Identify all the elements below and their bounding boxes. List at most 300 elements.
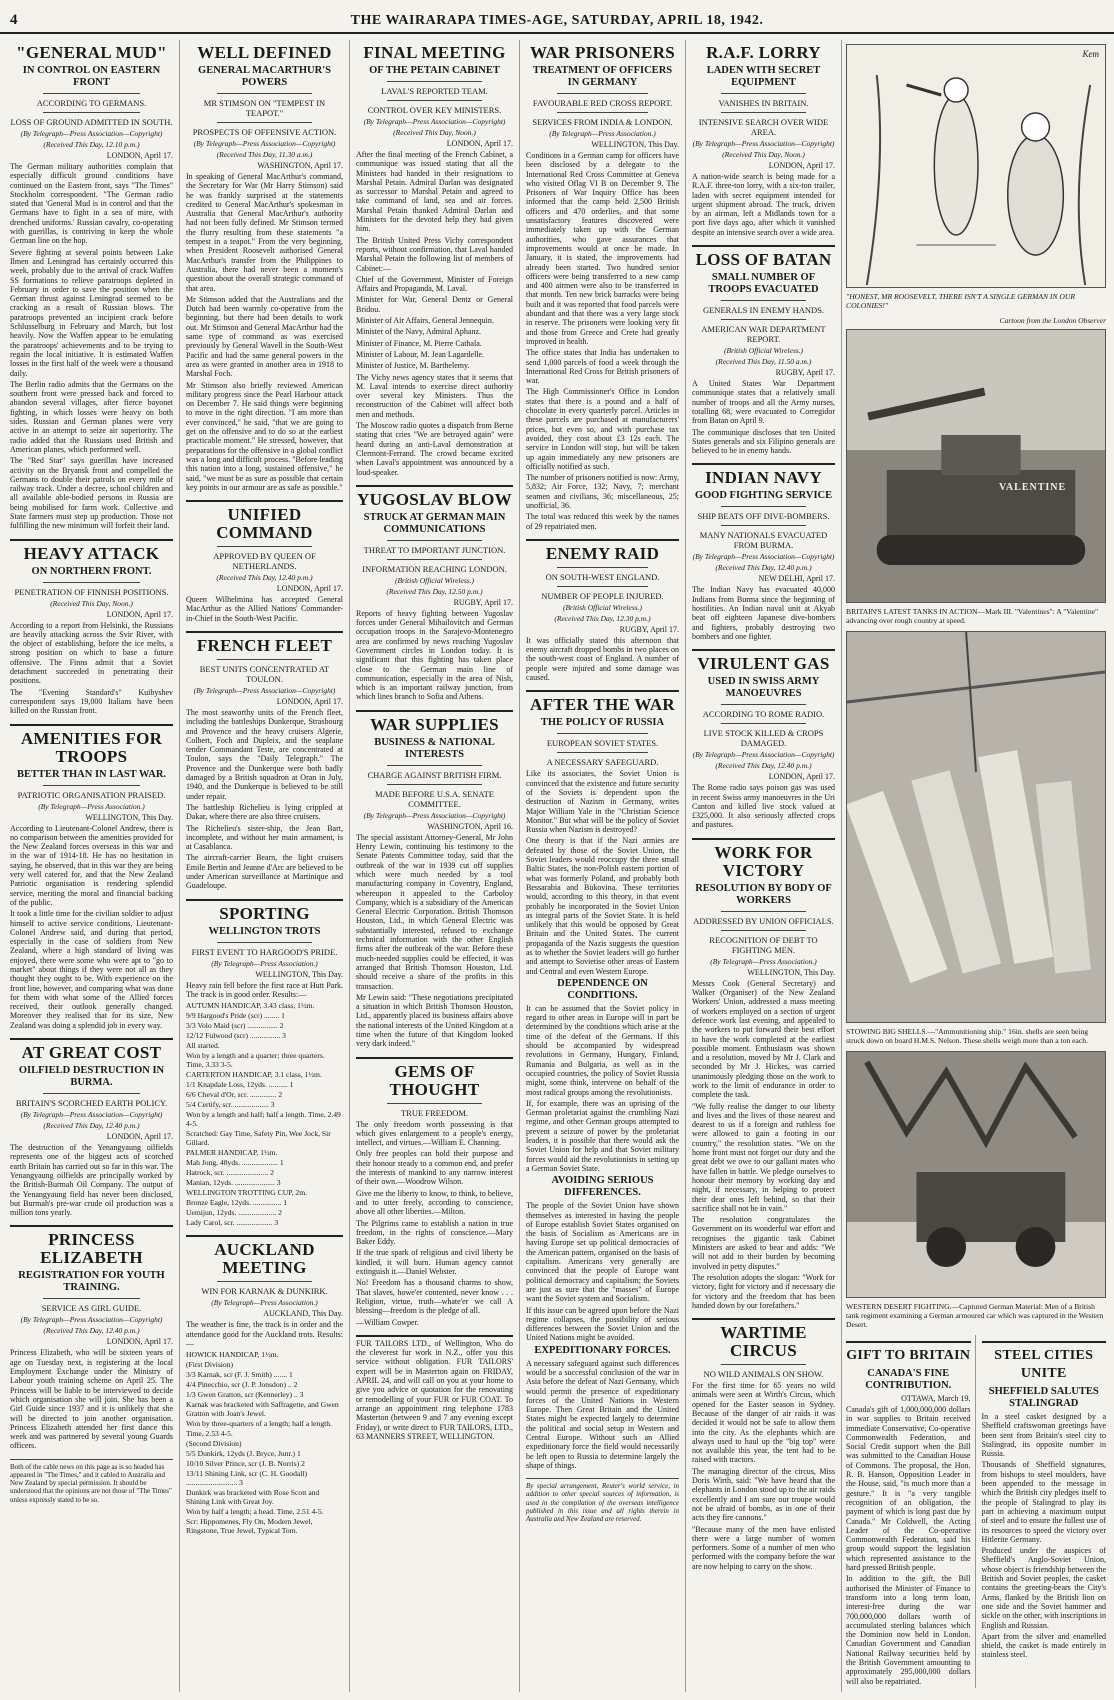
dateline: WASHINGTON, April 17. [257, 161, 343, 170]
dateline: LONDON, April 17. [106, 1337, 173, 1347]
article-gift-to-britain [846, 1335, 976, 1688]
article [692, 44, 835, 237]
cartoon-image [846, 44, 1106, 288]
divider [217, 1281, 311, 1282]
paragraph: The German military authorities complain that especially difficult ground conditions have continued on the Eastern front, says "The Times" Stockholm correspondent. "The German radio stated that 'General Mud is in control and that the Germans have to fight in a sea of mire, with drenched uniforms.' Russian cavalry, co-operating with guerillas, is contriving to keep the whole German line on the hop. [10, 162, 173, 246]
credit-line: (By Telegraph—Press Association.) [211, 1298, 318, 1308]
paragraph: "Because many of the men have enlisted there were a large number of women performers. Some of a number of men who performed with the company before the war are now helping to carry on the show. [692, 1524, 835, 1571]
credit-line: (By Telegraph—Press Association—Copyright) [20, 1315, 163, 1325]
deck: VANISHES IN BRITAIN. [718, 98, 809, 108]
headline: GEMS OF THOUGHT [389, 1061, 480, 1099]
paragraph: The resolution congratulates the Government on its wonderful war effort and recognises the gigantic task Cabinet Ministers are asked to bear and adds: "We will not add to their burden by becoming involved in petty disputes." [692, 1215, 835, 1271]
subheadline: CANADA'S FINE CONTRIBUTION. [865, 1368, 952, 1391]
dateline: LONDON, April 17. [276, 584, 343, 594]
deck: EUROPEAN SOVIET STATES. [546, 738, 659, 749]
received-line: (Received This Day, Noon.) [50, 598, 133, 608]
subheadline: LADEN WITH SECRET EQUIPMENT [706, 65, 821, 88]
cartoon-caption: "HONEST, MR ROOSEVELT, THERE ISN'T A SINGLE GERMAN IN OUR COLONIES!" [846, 292, 1076, 310]
divider [557, 567, 649, 568]
headline: YUGOSLAV BLOW [357, 489, 512, 509]
deck: INFORMATION REACHING LONDON. [362, 563, 507, 574]
tank-label: VALENTINE [999, 482, 1067, 493]
divider [43, 582, 141, 583]
received-line: (Received This Day, 12.40 p.m.) [216, 573, 313, 583]
article-rule [692, 463, 835, 465]
paragraph: The total was reduced this week by the names of 29 repatriated men. [526, 512, 679, 531]
race-result: Manian, 12yds. ..................... 3 [186, 1178, 281, 1188]
paragraph: Like its associates, the Soviet Union is convinced that the existence and future security of the Soviets is dependent upon the destruction of Nazism in Germany, writes Major William Yale in the "Christian Science Monitor." But what will be the policy of Soviet Russia when Nazism is destroyed? [526, 769, 679, 835]
divider [721, 319, 807, 320]
paragraph: Reports of heavy fighting between Yugoslav forces under General Mihailovitch and German occupation troops in the Sarajevo-Montenegro area are confirmed by news reaching Yugoslav Government circles in London today. It is significant that this fighting has taken place close to the German main line of communication, especially in the area of Nish, which is an important railway junction, from which lines branch to Sofia and Athens. [356, 608, 513, 702]
paragraph: Minister for War, General Dentz or General Bridou. [356, 295, 513, 314]
article-rule [692, 649, 835, 651]
subheadline: SHEFFIELD SALUTES STALINGRAD [988, 1386, 1099, 1409]
deck: APPROVED BY QUEEN OF NETHERLANDS. [213, 551, 316, 572]
deck: PATRIOTIC ORGANISATION PRAISED. [17, 789, 166, 800]
column-3 [350, 40, 520, 1692]
dateline: RUGBY, April 17. [775, 368, 835, 378]
paragraph: A United States War Department communique states that a relatively small number of troops and all the Army nurses, totalling 68, were evacuated to Corregidor from Batan on April 9. [692, 379, 835, 426]
race-result: 1/1 Knapdale Loss, 12yds. .......... 1 [186, 1080, 294, 1090]
paragraph: Produced under the auspices of Sheffield's Anglo-Soviet Union, whose object is friendship between the British and Soviet peoples, the casket contains the greeting-bears the City's Arms, flanked by the British lion on one side and the Soviet hammer and sickle on the other, with inscriptions in English and Russian. [981, 1546, 1106, 1630]
credit-line: (British Official Wireless.) [723, 346, 804, 356]
race-result: Scratched: Gay Time, Safety Pin, Wee Jock, Sir Gillard. [186, 1129, 331, 1148]
article [526, 44, 679, 531]
dateline: OTTAWA, March 19. [901, 1394, 971, 1403]
deck: LIVE STOCK KILLED & CROPS DAMAGED. [703, 728, 824, 749]
subheadline: OILFIELD DESTRUCTION IN BURMA. [18, 1065, 165, 1089]
paragraph: In a steel casket designed by a Sheffield craftswoman greetings have been sent from Britain's steel city to Stalingrad, its opposite number in Russia. [981, 1412, 1106, 1459]
divider [721, 911, 807, 912]
headline: AFTER THE WAR [530, 695, 675, 715]
paragraph: The High Commissioner's Office in London states that there is a pound and a half of chocolate in every quarterly parcel. Articles in these parcels are purchased at manufacturers' prices, but even so, and with purchase tax avoided, they cost about £3 12s each. The service in London will stop, but will be taken up again immediately any new prisoners are officially notified as such. [526, 387, 679, 471]
photo-caption-shells: STOWING BIG SHELLS.—"Ammunitioning ship." 16in. shells are seen being struck down on board H.M.S. Nelson. These shells weigh more than a ton each. [846, 1027, 1089, 1045]
paragraph: It took a little time for the civilian soldier to adjust himself to active service conditions, Lieutenant-Colonel Andrew said, and during that period, especially in the case of soldiers from New Zealand, where a high standard of living was enjoyed, there were some who were apt to "go to market" about things if they were not all as they thought they ought to be. With experience on the front line, however, and comparing what was done for them with what some of the Allied forces received, their outlook generally changed. Moreover they realised that for its size, New Zealand was doing a splendid job in every way. [10, 909, 173, 1030]
credit-line: (By Telegraph—Press Association—Copyright) [20, 129, 163, 138]
race-result: Scr: Hippomenes, Fly On, Modern Jewel, Ringstone, True Jewel, Typical Tom. [186, 1517, 313, 1536]
paragraph: A necessary safeguard against such differences would be a successful conclusion of the war in Asia before the defeat of Nazi Germany, which would permit the presence of expeditionary forces of the United Nations in Western Europe. Then Great Britain and the United States might be expected largely to determine the political and social setup in Western and Central Europe. Without such an Allied expeditionary force the field would necessarily be left open to Russia to determine largely the shape of things. [526, 1358, 679, 1470]
credit-line: (By Telegraph—Press Association—Copyright) [20, 1110, 163, 1120]
divider [217, 93, 311, 94]
deck: BRITAIN'S SCORCHED EARTH POLICY. [15, 1098, 168, 1109]
photo-caption-tanks: BRITAIN'S LATEST TANKS IN ACTION—Mark III. "Valentines": A "Valentine" advancing over rough country at speed. [846, 607, 1099, 625]
deck: AMERICAN WAR DEPARTMENT REPORT. [701, 324, 826, 345]
headline: AUCKLAND MEETING [214, 1240, 315, 1278]
race-result: Won by half a length; a head. Time, 2.51 4-5. [186, 1507, 324, 1517]
paragraph: Messrs Cook (General Secretary) and Walker (Organiser) of the New Zealand Workers' Union, addressed a mass meeting of workers employed on a section of urgent defence work last evening, and appealed to the workers to put forward their best effort to have the work completed at the earliest possible moment. Enthusiasm was shown and a resolution, moved by Mr J. Clark and seconded by Mr J. Hickes, was carried unanimously pledging those on the work to work to the limit of endurance in order to complete the task. [692, 978, 835, 1100]
divider [557, 586, 649, 587]
desert-image [847, 1052, 1105, 1297]
dateline: NEW DELHI, April 17. [758, 574, 835, 584]
paragraph: Give me the liberty to know, to think, to believe, and to utter freely, according to conscience, above all other liberties.—Milton. [356, 1188, 513, 1217]
divider [721, 506, 807, 507]
headline: AMENITIES FOR TROOPS [20, 728, 163, 766]
article [186, 500, 343, 623]
headline: ENEMY RAID [545, 543, 660, 563]
section-heading: EXPEDITIONARY FORCES. [534, 1344, 671, 1356]
headline: HEAVY ATTACK [23, 543, 160, 563]
subheadline: REGISTRATION FOR YOUTH TRAINING. [18, 1270, 165, 1294]
race-result: Mah Jong, 48yds. ................... 1 [186, 1158, 284, 1168]
race-result: Karnak was bracketed with Saffragette, and Gwen Gratton with Joan's Jewel. [186, 1400, 339, 1419]
dateline: RUGBY, April 17. [619, 624, 679, 634]
subheadline: IN CONTROL ON EASTERN FRONT [22, 65, 161, 88]
race-result: Dunkirk was bracketed with Rose Scott and Shining Link with Great Joy. [186, 1488, 320, 1507]
race-result: Won by a length and half; half a length. Time, 2.49 4-5. [186, 1110, 341, 1129]
race-result: Uemijun, 12yds. .................... 2 [186, 1208, 282, 1218]
subheadline: SMALL NUMBER OF TROOPS EVACUATED [708, 272, 819, 296]
race-result: Won by three-quarters of a length; half a length. [186, 1419, 332, 1429]
deck: RECOGNITION OF DEBT TO FIGHTING MEN. [709, 934, 818, 955]
paragraph: Chief of the Government, Minister of Foreign Affairs and Propaganda, M. Laval. [356, 274, 513, 294]
paragraph: Mr Lewin said: "These negotiations precipitated a situation in which British Thomson Houston, Ltd., apparently placed its business affairs above the national interests of the United Kingdom at a time when the future of that Kingdom looked very dark indeed." [356, 992, 513, 1049]
deck: BEST UNITS CONCENTRATED AT TOULON. [199, 663, 330, 684]
headline: WELL DEFINED [197, 43, 332, 62]
divider [43, 112, 141, 113]
article [356, 485, 513, 702]
race-result: 1/3 Gwen Gratton, scr (Kennerley) .. 3 [186, 1390, 304, 1400]
tank-image [847, 330, 1105, 602]
divider [217, 546, 311, 547]
credit-line: (By Telegraph—Press Association.) [549, 129, 656, 138]
race-result: 9/9 Hargood's Pride (scr) ........ 1 [186, 1011, 285, 1021]
paragraph: No! Freedom has a thousand charms to show, That slaves, howe'er contented, never know . . . Religion, virtue, truth—whate'er we call A blessing—freedom is the pledge of all. [356, 1278, 513, 1316]
article [692, 245, 835, 455]
cable-notice: Both of the cable news on this page as is so headed has appeared in "The Times," and it cabled to Australia and New Zealand by special permission. It should be understood that the opinions are not those of "The Times" unless expressly stated to be so. [10, 1459, 173, 1504]
article [10, 1038, 173, 1217]
deck: GENERALS IN ENEMY HANDS. [702, 305, 825, 316]
paragraph: The communique discloses that ten United States generals and six Filipino generals are believed to be in enemy hands. [692, 427, 835, 456]
article [186, 631, 343, 891]
deck: ON SOUTH-WEST ENGLAND. [545, 571, 660, 582]
paragraph: Princess Elizabeth, who will be sixteen years of age on Tuesday next, is registering at the local Employment Exchange under the Ministry of Labour youth training scheme on April 25. The Princess will be liable to be interviewed to decide which organisation she will join. She has been a Girl Guide since 1937 and it is unlikely that she will be directed to join another organisation. Princess Elizabeth attended her first dance this week and was partnered by several young Guards officers. [10, 1348, 173, 1451]
divider [721, 723, 807, 724]
paragraph: After the final meeting of the French Cabinet, a communique was issued stating that all the Ministers had handed in their resignations to Marshal Petain. Admiral Darlan was designated as successor to Marshal Petain and agreed to take command of land, sea and air forces. Marshal Petain thanked Admiral Darlan and Ministers for the devoted help they had given him. [356, 150, 513, 234]
race-result: 13/11 Shining Link, scr (C. H. Goodall) ........................... 3 [186, 1469, 307, 1488]
subheadline: THE POLICY OF RUSSIA [540, 717, 665, 729]
article [692, 838, 835, 1310]
paragraph: If this issue can be agreed upon before the Nazi regime collapses, the possibility of serious differences between the Soviet Union and the United Nations might be avoided. [526, 1305, 679, 1343]
column-2 [180, 40, 350, 1692]
received-line: (Received This Day, Noon.) [722, 150, 805, 159]
race-result: WELLINGTON TROTTING CUP, 2m. [186, 1188, 307, 1198]
deck: LAVAL'S REPORTED TEAM. [381, 86, 488, 96]
divider [387, 765, 481, 766]
section-heading: AVOIDING SERIOUS DIFFERENCES. [551, 1175, 654, 1199]
article-rule [186, 899, 343, 901]
paragraph: According to Lieutenant-Colonel Andrew, there is no comparison between the amenities provided for the New Zealand forces overseas in this war and in the war of 1914-18. He has no hesitation in saying, he observed, that in this war they are being very well catered for, and that the New Zealand Patriotic organisation is rendering splendid service, meriting the moral and financial backing of the public. [10, 823, 173, 907]
paragraph: The office states that India has undertaken to send 1,000 parcels of food a week through the International Red Cross for British prisoners of war. [526, 348, 679, 386]
divider [557, 112, 649, 113]
paragraph: Heavy rain fell before the first race at Hutt Park. The track is in good order. Results:— [186, 980, 343, 999]
deck: MR STIMSON ON "TEMPEST IN TEAPOT." [203, 98, 326, 118]
shells-photo [846, 631, 1106, 1023]
divider [721, 93, 807, 94]
dateline: WELLINGTON, This Day. [747, 967, 835, 977]
paragraph: Mr Stimson also briefly reviewed American military progress since the Pearl Harbour attack on December 7. He said things were beginning to move in the right direction. "I am more than ever convinced," he said, "that we are going to get on the offensive and to do so at the earliest practicable moment." He stressed, however, that preparations for the offensive in a global conflict was a long and difficult process. "Before leading this nation into a long, sustained offensive," he said, "we must be as sure as possible that certain key points in our armour are as safe as possible." [186, 380, 343, 492]
paragraph: Minister of Air Affairs, General Jennequin. [356, 316, 494, 326]
article-rule [356, 485, 513, 487]
subheadline: OF THE PETAIN CABINET [369, 65, 500, 76]
deck: FIRST EVENT TO HARGOOD'S PRIDE. [191, 946, 338, 957]
article-rule [10, 1225, 173, 1227]
paragraph: The Rome radio says poison gas was used in recent Swiss army manoeuvres in the Uri Canton and killed live stock valued at £325,000. It also seriously affected crops and pastures. [692, 783, 835, 830]
subheadline: BETTER THAN IN LAST WAR. [16, 768, 167, 780]
article [356, 1335, 513, 1441]
headline: UNIFIED COMMAND [216, 505, 313, 543]
deck: ACCORDING TO GERMANS. [36, 98, 147, 108]
race-result: (First Division) [186, 1360, 234, 1370]
race-result: 6/6 Cheval d'Or, scr. .............. 2 [186, 1090, 283, 1100]
received-line: (Received This Day, 12.40 p.m.) [715, 761, 812, 771]
headline: "GENERAL MUD" [16, 43, 167, 62]
article [186, 44, 343, 492]
paragraph: It can be assumed that the Soviet policy in regard to other areas in Europe will in part be determined by the conditions which arise at the time of the defeat of the Germans. If this should be accompanied by widespread revolutions in Germany, Hungary, Finland, Rumania and Bulgaria, as well as in the occupied countries, the policy of Soviet Russia might, some think, intervene on behalf of the most radical groups among the revolutionists. [526, 1003, 679, 1097]
article [10, 724, 173, 1031]
headline: STEEL CITIES UNITE [994, 1348, 1094, 1381]
tank-photo [846, 329, 1106, 603]
article-rule [186, 1235, 343, 1237]
divider [721, 300, 807, 301]
race-result: 10/10 Silver Prince, scr (J. B. Norris) 2 [186, 1459, 305, 1469]
credit-line: (British Official Wireless.) [394, 575, 475, 585]
paragraph: Queen Wilhelmina has accepted General MacArthur as the Allied Nations' Commander-in-Chief in the South-West Pacific. [186, 595, 343, 623]
paragraph: The British United Press Vichy correspondent reports, without confirmation, that Laval handed Marshal Petain the following list of members of Cabinet:— [356, 235, 513, 273]
divider [387, 540, 481, 541]
article-rule [10, 539, 173, 541]
deck: ADDRESSED BY UNION OFFICIALS. [693, 915, 834, 926]
paragraph: The most seaworthy units of the French fleet, including the battleships Dunkerque, Strasbourg and Provence and the heavy cruisers Algerie, Colbert, Foch and Dupleix, and the seaplane tender Commandant Teste, are concentrated at Toulon, says the "Daily Telegraph." The Provence and the Dunkerque were both badly damaged by a British squadron at Oran in July, 1940, and the Dunkerque is believed to be still under repair. [186, 707, 343, 801]
reuter-footnote: By special arrangement, Reuter's world service, in addition to other special sources of information, is used in the compilation of the overseas intelligence published in this issue and all rights therein in Australia and New Zealand are reserved. [526, 1478, 679, 1523]
paragraph: The Indian Navy has evacuated 40,000 Indians from Burma since the beginning of hostilities. An Indian naval unit at Akyab beat off eighteen Japanese dive-bombers and fighters, probably destroying two bombers and one fighter. [692, 585, 835, 641]
article [10, 1225, 173, 1450]
headline: WAR PRISONERS [529, 43, 676, 62]
race-result: 4/4 Pinecchio, scr (J. P. Jonsdon) .. 2 [186, 1380, 298, 1390]
article-rule [10, 724, 173, 726]
deck: FAVOURABLE RED CROSS REPORT. [532, 98, 673, 108]
subheadline: GOOD FIGHTING SERVICE [694, 490, 833, 502]
deck: SERVICE AS GIRL GUIDE. [41, 1303, 142, 1314]
credit-line: (By Telegraph—Press Association—Copyright) [692, 139, 835, 148]
headline: AT GREAT COST [21, 1043, 162, 1063]
deck: A NECESSARY SAFEGUARD. [546, 757, 659, 768]
divider [387, 559, 481, 560]
paragraph: Thousands of Sheffield signatures, from bishops to steel moulders, have been appended to the message in which the British city pledges itself to the people of Stalingrad to play its part in achieving a maximum output of steel and to ensure the fullest use of its resources to speed the victory over Hitlerite Germany. [981, 1460, 1106, 1544]
article-rule [356, 710, 513, 712]
article [526, 690, 679, 1470]
credit-line: (By Telegraph—Press Association—Copyright) [193, 139, 336, 148]
divider [387, 100, 481, 101]
credit-line: (By Telegraph—Press Association—Copyright) [363, 117, 506, 126]
subheadline: WELLINGTON TROTS [208, 925, 321, 937]
page-number: 4 [10, 12, 18, 28]
dateline: WASHINGTON, April 16. [427, 821, 513, 831]
section-heading: DEPENDENCE ON CONDITIONS. [557, 977, 648, 1001]
article-rule [526, 539, 679, 541]
article-rule [356, 1335, 513, 1337]
deck: SERVICES FROM INDIA & LONDON. [532, 117, 673, 127]
paragraph: In speaking of General MacArthur's command, the Secretary for War (Mr Harry Stimson) said he was frankly surprised at the statements credited to General MacArthur's spokesman in Australia that General MacArthur's authority had not been fully defined. Mr Stimson termed the flurry resulting from these statements "a tempest in a teapot." From the very beginning, when President Roosevelt authorised General MacArthur's transfer from the Philippines to Australia, there had never been a moment's question about the overall strategic command of that area. [186, 172, 343, 293]
masthead-title: THE WAIRARAPA TIMES-AGE, SATURDAY, APRIL 18, 1942. [350, 13, 764, 28]
deck: NO WILD ANIMALS ON SHOW. [703, 1369, 824, 1380]
received-line: (Received This Day, 11.30 a.m.) [216, 150, 313, 159]
race-result: Bronze Eagle, 12yds. ............... 1 [186, 1198, 288, 1208]
paragraph: The aircraft-carrier Bearn, the light cruisers Emile Bertin and Jeanne d'Arc are believed to be under American surveillance at Martinique and Guadeloupe. [186, 853, 343, 891]
subheadline: USED IN SWISS ARMY MANOEUVRES [707, 676, 820, 700]
received-line: (Received This Day, 11.50 a.m.) [715, 357, 812, 367]
paragraph: Conditions in a German camp for officers have been disclosed by a delegate to the International Red Cross Committee at Geneva who visited Oflag VI B on December 9. The Prisoners of War Inquiry Office has been informed that the camp held 2,500 British officers and 470 orderlies, and that some unsatisfactory features discovered were immediately taken up with the German authorities, who gave assurances that improvements would at once be made. In January, it is stated, the improvements had already been started. Two hundred senior officers were being transferred to a new camp and 400 airmen were also to be transferred in that month. Ten new brick barracks were being built and it was reported that food parcels were abundant and that there was a very large stock in reserve. The prisoners were looking very fit and those from Greece and Crete had greatly improved in health. [526, 151, 679, 346]
headline: GIFT TO BRITAIN [846, 1348, 971, 1363]
race-result: (Second Division) [186, 1439, 242, 1449]
paragraph: Severe fighting at several points between Lake Ilmen and Leningrad has certainly occurred this week, probably due to the arrival of crack Waffen SS formations to relieve paratroops depleted in February in order to save the position when the German thrust against Leningrad seemed to be cracking as a result of Russian blows. The paratroops prevented an incipient crack before Schlusselburg in February and March, but lost heavily. Now the Waffen appear to be emulating the paratroops' achievements and to be trying to regain the local initiative. It is estimated Waffen losses in the first half of the week were a thousand daily. [10, 247, 173, 378]
race-result: All started. [186, 1041, 220, 1051]
deck: LOSS OF GROUND ADMITTED IN SOUTH. [10, 117, 173, 127]
headline: WAR SUPPLIES [370, 714, 499, 734]
divider [43, 1093, 141, 1094]
dateline: LONDON, April 17. [106, 151, 173, 160]
paragraph: If, for example, there was an uprising of the German proletariat against the crumbling Nazi regime, and other German groups attempted to prevent a seizure of power by the proletariat leaders, it is possible that there would ask the Soviet Union for help and that Soviet military forces would aid the revolutionists in setting up a German Soviet State. [526, 1098, 679, 1173]
deck: MANY NATIONALS EVACUATED FROM BURMA. [699, 530, 828, 551]
article [692, 649, 835, 829]
article-rule [692, 1318, 835, 1320]
paragraph: The weather is fine, the track is in order and the attendance good for the Auckland trots. Results:— [186, 1320, 343, 1348]
article-rule [10, 1038, 173, 1040]
dateline: RUGBY, April 17. [453, 597, 513, 607]
deck: CONTROL OVER KEY MINISTERS. [367, 105, 502, 115]
article-rule [186, 500, 343, 502]
article [692, 463, 835, 641]
received-line: (Received This Day, 12.10 p.m.) [43, 140, 140, 149]
dateline: AUCKLAND, This Day. [263, 1309, 343, 1319]
divider [43, 93, 141, 94]
race-result: 5/5 Dunkirk, 12yds (J. Bryce, Junr.) 1 [186, 1449, 301, 1459]
paragraph: The "Red Star" says guerillas have increased activity on the Bryansk front and compelled the Germans to double their patrols on every mile of railway track. Under a decree, school children and all available able-bodied persons in Russia are being mobilised for farm work. Collective and State farmers must step up production. Those not fulfilling the new minimum will forfeit their land. [10, 456, 173, 531]
paragraph: The Vichy news agency states that it seems that M. Laval intends to exercise direct authority over several key Ministers. Thus the reconstruction of the Cabinet will affect both men and methods. [356, 372, 513, 419]
received-line: (Received This Day, 12.30 p.m.) [554, 613, 651, 623]
credit-line: (By Telegraph—Press Association—Copyright) [692, 552, 835, 562]
article [186, 1235, 343, 1535]
deck: PENETRATION OF FINNISH POSITIONS. [14, 586, 169, 597]
received-line: (Received This Day, 12.40 p.m.) [43, 1121, 140, 1131]
paragraph: The special assistant Attorney-General, Mr John Henry Lewin, continuing his testimony to the Senate Patents Committee today, said that the outbreak of the war in 1939 cut off supplies which were much needed by a tool manufacturing company in Coventry, England, whereupon it appealed to the Carboloy Company, which is a subsidiary of the American General Electric Corporation. British Thomson Houston, Ltd., in which General Electric was substantially interested, refused to exchange technical information with the other English firms after the outbreak of the war. Before these much-needed supplies could be effected, it was arranged that British Thomson Houston, Ltd. should receive a share of the profits in this transaction. [356, 832, 513, 991]
headline: VIRULENT GAS [697, 654, 830, 674]
dateline: LONDON, April 17. [106, 609, 173, 619]
desert-photo [846, 1051, 1106, 1298]
article [526, 539, 679, 682]
race-result: 12/12 Fulwood (scr) ................ 3 [186, 1031, 286, 1041]
divider [721, 112, 807, 113]
divider [43, 785, 141, 786]
paragraph: FUR TAILORS LTD., of Wellington, Who do the cleverest fur work in N.Z., offer you this service without obligation. FUR TAILORS' expert will be in Masterton again on FRIDAY, APRIL 24, and will call on you at your home to give you advice or quotation for the renovating or remodelling of your FUR or FUR COAT. To arrange an appointment ring telephone 1783 Masterton (between 9 and 7 any evening except Friday), or write direct to FUR TAILORS, LTD., 63 MANNERS STREET, WELLINGTON. [356, 1338, 513, 1441]
received-line: (Received This Day, 12.40 p.m.) [43, 1326, 140, 1336]
masthead [0, 10, 1114, 34]
headline: LOSS OF BATAN [695, 250, 832, 270]
dateline: LONDON, April 17. [106, 1132, 173, 1142]
subheadline: BUSINESS & NATIONAL INTERESTS [374, 736, 495, 760]
deck: INTENSIVE SEARCH OVER WIDE AREA. [698, 117, 829, 137]
race-result: AUTUMN HANDICAP, 3.43 class, 1½m. [186, 1001, 315, 1011]
paragraph: The only freedom worth possessing is that which gives enlargement to a people's energy, intellect, and virtues.—William E. Channing. [356, 1119, 513, 1148]
divider [387, 1103, 481, 1104]
race-result: Lady Carol, scr. ................... 3 [186, 1218, 279, 1228]
paragraph: It was officially stated this afternoon that enemy aircraft dropped bombs in two places on the south-west coast of England. A number of people were injured and some damage was caused. [526, 635, 679, 683]
headline: FRENCH FLEET [196, 635, 333, 655]
credit-line: (British Official Wireless.) [562, 602, 643, 612]
column-4 [520, 40, 686, 1692]
shells-image [847, 632, 1105, 1022]
paragraph: The number of prisoners notified is now: Army, 5,832; Air Force, 132; Navy, 7; merchant seamen and civilians, 36; miscellaneous, 25; unofficial, 36. [526, 473, 679, 510]
divider [387, 81, 481, 82]
deck: NUMBER OF PEOPLE INJURED. [541, 590, 664, 601]
paragraph: The people of the Soviet Union have shown themselves as interested in having the people of Europe establish Soviet States organised on the basis of Socialism as Americans are in having Europe set up political democracies of the American pattern, organised on the basis of capitalism. Americans very generally are convinced that the people of Europe want political democracy and capitalism; the Soviets are just as sure that the "masses" of Europe want the Soviet system and Socialism. [526, 1201, 679, 1304]
article-steel-cities [982, 1335, 1107, 1688]
paragraph: The managing director of the circus, Miss Doris Wirth, said: "We have heard that the elephants in London stood up to the air raids excellently and I am sure our troupe would not be afraid of bombs, as in one of their acts they fire cannons." [692, 1466, 835, 1523]
deck: PROSPECTS OF OFFENSIVE ACTION. [192, 127, 337, 137]
credit-line: (By Telegraph—Press Association.) [710, 956, 817, 966]
photo-caption-desert: WESTERN DESERT FIGHTING.—Captured German Material: Men of a British tank regiment examining a German armoured car which was captured in the Western Desert. [846, 1302, 1104, 1329]
dateline: LONDON, April 17. [276, 696, 343, 706]
paragraph: Mr Stimson added that the Australians and the Dutch had been warmly co-operative from the beginning, but there had been details to work out. Mr Stimson and General MacArthur had the same type of command as was exercised previously by General Wavell in the South-West Pacific and had the same general powers in the area as were granted in another area in 1918 to Marshal Foch. [186, 294, 343, 379]
cartoon-credit: Cartoon from the London Observer [999, 316, 1106, 325]
dateline: WELLINGTON, This Day. [255, 969, 343, 979]
headline: INDIAN NAVY [705, 468, 822, 488]
paragraph: Minister of Justice, M. Barthelemy. [356, 361, 470, 371]
paragraph: The Pilgrims came to establish a nation in true freedom, in the rights of conscience.—Mary Baker Eddy. [356, 1218, 513, 1247]
race-result: 3/3 Volo Maid (scr) ................ 2 [186, 1021, 284, 1031]
column-5 [686, 40, 842, 1692]
paragraph: Minister of the Navy, Admiral Aphanz. [356, 327, 482, 337]
race-result: Won by a length and a quarter; three quarters. Time, 3.33 3-5. [186, 1051, 325, 1070]
race-result: 3/3 Karnak, scr (F. J. Smith) ....... 1 [186, 1370, 293, 1380]
deck: SHIP BEATS OFF DIVE-BOMBERS. [697, 511, 830, 522]
paragraph: The Richelieu's sister-ship, the Jean Bart, incomplete, and without her main armament, is at Casablanca. [186, 823, 343, 852]
paragraph: In addition to the gift, the Bill authorised the Minister of Finance to transform into a long term loan, interest-free during the war 700,000,000 dollars worth of accumulated sterling balances which the Dominion now held in London. Canadian Government and Canadian National Railway securities held by the British Government amounting to approximately 295,000,000 dollars will also be repatriated. [846, 1574, 971, 1686]
paragraph: Minister of Labour, M. Jean Lagardelle. [356, 349, 485, 359]
headline: FINAL MEETING [363, 43, 506, 62]
paragraph: The resolution adopts the slogan: "Work for victory, fight for victory and if necessary die for victory and the freedom that has been handed down by our forefathers." [692, 1272, 835, 1310]
dateline: LONDON, April 17. [446, 139, 513, 148]
paragraph: Minister of Finance, M. Pierre Cathala. [356, 338, 482, 348]
received-line: (Received This Day, 12.40 p.m.) [715, 563, 812, 573]
deck: TRUE FREEDOM. [400, 1107, 469, 1118]
article [10, 539, 173, 716]
article [10, 44, 173, 531]
deck: ACCORDING TO ROME RADIO. [702, 709, 825, 720]
credit-line: (By Telegraph—Press Association.) [211, 958, 318, 968]
bottom-twin-articles [846, 1335, 1106, 1692]
paragraph: Only free peoples can hold their purpose and their honour steady to a common end, and prefer the interests of mankind to any narrow interest of their own.—Woodrow Wilson. [356, 1149, 513, 1187]
race-result: Hatrock, scr. ...................... 2 [186, 1168, 274, 1178]
dateline: LONDON, April 17. [768, 161, 835, 170]
dateline: WELLINGTON, This Day. [591, 140, 679, 149]
divider [217, 659, 311, 660]
paragraph: Canada's gift of 1,000,000,000 dollars in war supplies to Britain received immediate Conservative, Co-operative Commonwealth Federation, and Social Credit support when the Bill was submitted to the Canadian House of Commons. The proposal, the Hon. R. B. Hanson, Opposition Leader in the House, said, "is much more than a gesture." It is "a very tangible recognition of an obligation, the payment of which is long past due by Canada." Mr Coldwell, the Acting Leader of the Co-operative Commonwealth Federation, said his group would support the legislation which represented assistance to the hard pressed British people. [846, 1405, 971, 1573]
cartoon-drawing [847, 45, 1105, 287]
deck: WIN FOR KARNAK & DUNKIRK. [201, 1286, 328, 1297]
divider [721, 525, 807, 526]
article [356, 710, 513, 1049]
article-rule [356, 1057, 513, 1059]
column-1 [4, 40, 180, 1692]
deck: MADE BEFORE U.S.A. SENATE COMMITTEE. [374, 788, 494, 809]
paragraph: Apart from the silver and enamelled shield, the casket is made entirely in stainless steel. [981, 1631, 1106, 1660]
article [692, 1318, 835, 1571]
headline: R.A.F. LORRY [706, 43, 821, 62]
headline: WARTIME CIRCUS [720, 1323, 807, 1361]
paragraph: A nation-wide search is being made for a R.A.F. three-ton lorry, with a six-ton trailer, laden with secret equipment intended for urgent shipment abroad. The truck, driven by an airman, left a Midlands town for a port five days ago, after which it vanished despite an intensive search over a wide area. [692, 172, 835, 237]
article [186, 899, 343, 1228]
article [356, 1057, 513, 1327]
